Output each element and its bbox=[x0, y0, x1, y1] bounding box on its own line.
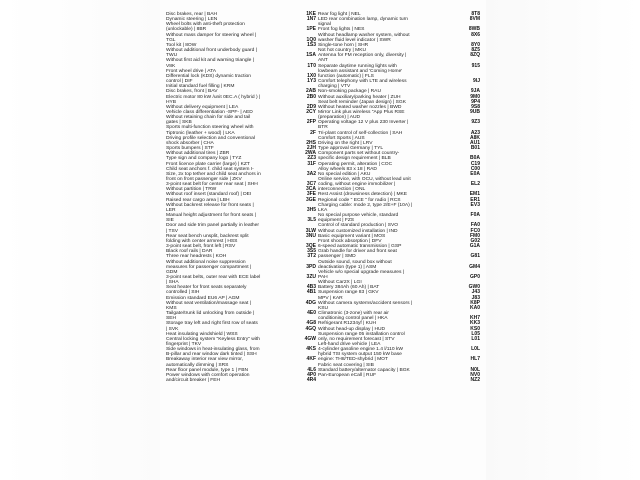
equipment-description: GDM bbox=[166, 269, 178, 275]
option-code: 4GW bbox=[304, 335, 316, 342]
equipment-description: 3-point seat belt for center rear seat | SHH bbox=[166, 182, 258, 188]
equipment-description: Without auxiliary/parking heater | ZUH bbox=[318, 94, 401, 100]
equipment-description: Basic equipment variant | MOS bbox=[318, 233, 386, 239]
option-code: 3ZU bbox=[306, 273, 316, 280]
equipment-description: automatically dimming | SRS bbox=[166, 362, 229, 368]
option-code: 915 bbox=[471, 62, 480, 69]
option-code: EL2 bbox=[470, 181, 480, 188]
equipment-description: front on front passenger side | ZKV bbox=[166, 177, 242, 182]
equipment-description: Sports multi-function steering wheel with bbox=[166, 125, 254, 131]
equipment-description: Without retaining chain for side and tail bbox=[166, 115, 251, 121]
option-code: 3PD bbox=[306, 263, 316, 270]
option-code: FA0 bbox=[470, 222, 480, 229]
equipment-description: B-pillar and rear window dark tinted | SSH bbox=[166, 352, 257, 358]
option-code: 3QE bbox=[305, 243, 316, 250]
equipment-description: Control of standard production | SVO bbox=[318, 223, 399, 229]
equipment-description: Black roof rails | DAR bbox=[166, 249, 213, 255]
equipment-description: Central locking system "Keyless Entry" with bbox=[166, 336, 260, 342]
option-code: J43 bbox=[471, 289, 480, 296]
equipment-description: SIE bbox=[166, 218, 174, 224]
option-code: 4E0 bbox=[307, 310, 316, 317]
option-code: 3T2 bbox=[307, 253, 316, 260]
option-code: ER1 bbox=[470, 196, 480, 203]
equipment-description: No special edition | AKU bbox=[318, 171, 371, 177]
equipment-description: lowbeam assistant and 'Coming Home' bbox=[318, 68, 403, 74]
equipment-description: Size, 2x top tether and child seat anchors in bbox=[166, 171, 261, 177]
equipment-description: Heat insulating windshield | WSS bbox=[166, 331, 238, 337]
option-code: 4G8 bbox=[306, 320, 316, 327]
equipment-description: equipment | FZS bbox=[318, 218, 355, 224]
option-code: 4R4 bbox=[306, 377, 316, 384]
equipment-description: hybrid TSI system output 150 kW base bbox=[318, 352, 402, 358]
equipment-description: Single-tone horn | SHR bbox=[318, 42, 369, 48]
option-code: NV0 bbox=[470, 371, 480, 378]
equipment-description: fingerprint | TKV bbox=[166, 342, 202, 347]
equipment-description: Comfort Sports | AUS bbox=[318, 135, 365, 141]
option-code: 4DG bbox=[305, 299, 316, 306]
option-code: 3LW bbox=[305, 227, 316, 234]
equipment-description: LER bbox=[166, 207, 176, 213]
equipment-description: V8K bbox=[166, 63, 176, 69]
equipment-description: gates | SKB bbox=[166, 120, 192, 126]
equipment-description: Charging cable: mode 2, type 2/E+F (10A) | bbox=[318, 202, 413, 208]
equipment-description: Not hot country | MKU bbox=[318, 48, 367, 54]
option-code: KS0 bbox=[470, 325, 480, 332]
equipment-description: signal bbox=[318, 22, 331, 28]
option-code: 1X0 bbox=[307, 72, 316, 79]
equipment-description: Non-smoking package | RAU bbox=[318, 89, 381, 95]
equipment-description: Standard battery/alternator capacity | BGK bbox=[318, 367, 410, 373]
equipment-description: | TSV bbox=[166, 228, 179, 234]
option-code: L0L bbox=[471, 346, 480, 353]
option-code: 4KS bbox=[306, 346, 316, 353]
equipment-description: Pan-European eCall | RUF bbox=[318, 372, 377, 378]
option-code: 2WA bbox=[305, 150, 316, 157]
option-code: 3CA bbox=[305, 186, 316, 193]
option-code: 8X6 bbox=[471, 31, 480, 38]
equipment-description: Door and side trim panel partially in leather bbox=[166, 223, 259, 229]
option-code: A8K bbox=[469, 134, 480, 141]
equipment-description: Without first aid kit and warning triangle | bbox=[166, 58, 254, 64]
equipment-description: Without camera systems/accident sensors | bbox=[318, 300, 413, 306]
option-code: 4B1 bbox=[306, 289, 316, 296]
option-code: 9UB bbox=[469, 108, 480, 115]
equipment-description: 3-point seat belt, front left | RSV bbox=[166, 244, 236, 250]
equipment-description: Storage tray left and right first row of seats bbox=[166, 321, 258, 327]
option-code: F0A bbox=[470, 212, 480, 219]
equipment-description: | SHA bbox=[166, 280, 179, 286]
equipment-description: Breakaway interior rear view mirror, bbox=[166, 357, 243, 363]
equipment-description: Without headlamp washer system, without bbox=[318, 32, 410, 38]
equipment-description: Initial standard fuel filling | KRM bbox=[166, 84, 235, 90]
equipment-description: and/circuit breaker | FEH bbox=[166, 378, 220, 384]
option-code: 9IJ bbox=[473, 78, 480, 85]
equipment-description: Seat belt reminder (Japan design) | SGK bbox=[318, 99, 406, 105]
equipment-description: Tri-plant control of self-collection | SAH bbox=[318, 130, 403, 136]
equipment-description: BTR bbox=[318, 125, 328, 131]
equipment-description: only, no requirement forecast | STV bbox=[318, 336, 395, 342]
equipment-description: Front wheel drive | ATA bbox=[166, 68, 217, 74]
option-code: E0A bbox=[470, 170, 480, 177]
option-code: 4GQ bbox=[305, 325, 316, 332]
equipment-description: Vehicle w/o special upgrade measures | bbox=[318, 269, 405, 275]
equipment-description: Differential lock (KDS) dynamic traction bbox=[166, 73, 251, 79]
option-code: 8Y0 bbox=[471, 41, 480, 48]
equipment-description: | SVK bbox=[166, 326, 179, 332]
option-code: 2B0 bbox=[306, 93, 316, 100]
equipment-description: Rear fog light | NEL bbox=[318, 12, 361, 17]
equipment-description: Without Car2X | LGI bbox=[318, 280, 362, 286]
option-code: N0L bbox=[470, 366, 480, 373]
code-column-right bbox=[446, 12, 480, 383]
equipment-description: TWU bbox=[166, 53, 178, 59]
equipment-description: LKA bbox=[318, 207, 328, 213]
equipment-description: PAH bbox=[318, 274, 328, 280]
option-code: 3FE bbox=[306, 191, 316, 198]
equipment-description: washer fluid level indicator | SWR bbox=[318, 37, 391, 43]
equipment-description: Type approval Germany | TYL bbox=[318, 146, 384, 152]
option-code: NZ2 bbox=[470, 377, 480, 384]
equipment-description: Front shock absorption | DFV bbox=[318, 238, 382, 244]
equipment-description: Without additional front underbody guard | bbox=[166, 48, 257, 54]
option-code: 2F bbox=[310, 129, 316, 136]
option-code: EM1 bbox=[469, 191, 480, 198]
equipment-description: Suspension range 05 installation control bbox=[318, 331, 405, 337]
option-code: 4KF bbox=[306, 356, 316, 363]
equipment-description: engine: TH8/TED-shybrid | MOT bbox=[318, 357, 388, 363]
equipment-description: Regional code " ECE " for radio | RCS bbox=[318, 197, 401, 203]
option-code: 2CY bbox=[306, 108, 316, 115]
equipment-description: Dynamic steering | LEN bbox=[166, 17, 218, 23]
option-code: 3GE bbox=[305, 196, 316, 203]
option-code: 4P0 bbox=[307, 371, 316, 378]
equipment-description: Driving on the right | LRV bbox=[318, 140, 373, 146]
option-code: 1SA bbox=[306, 52, 316, 59]
equipment-description: KSU bbox=[318, 305, 329, 311]
option-code: 4L6 bbox=[307, 366, 316, 373]
equipment-description: Tool kit | 8OW bbox=[166, 42, 197, 48]
equipment-description: Left-hand drive vehicle | LEA bbox=[318, 342, 381, 347]
equipment-description: 6-speed automatic transmission | GSP bbox=[318, 244, 402, 250]
option-code: 1S3 bbox=[307, 41, 316, 48]
equipment-description: 4-cylinder gasoline engine 1.4 l/110 kW bbox=[318, 347, 404, 353]
equipment-description: Type sign and company logo | TYZ bbox=[166, 156, 242, 162]
option-code: L01 bbox=[471, 335, 480, 342]
equipment-description: Rest Assist (drowsiness detection) | MKE bbox=[318, 192, 408, 198]
option-code: A23 bbox=[470, 129, 480, 136]
code-column-left bbox=[290, 12, 316, 383]
equipment-description: Emission standard EU6 AP | AGM bbox=[166, 295, 240, 301]
option-code: C19 bbox=[470, 160, 480, 167]
option-code: 9M0 bbox=[470, 93, 480, 100]
option-code: 2D9 bbox=[306, 103, 316, 110]
option-code: 3L5 bbox=[307, 217, 316, 224]
equipment-description: Suspension range 83 | GKV bbox=[318, 290, 379, 296]
equipment-description: Without roof insert (standard roof) | DEI bbox=[166, 192, 252, 198]
option-code: 9S8 bbox=[471, 103, 480, 110]
option-code: 3A2 bbox=[306, 170, 316, 177]
equipment-description: Without partition | TRW bbox=[166, 187, 217, 193]
equipment-description: Without delivery equipment | LEA bbox=[166, 104, 239, 110]
option-code: 8WB bbox=[468, 26, 480, 33]
option-code: 2AB bbox=[305, 88, 316, 95]
equipment-description: Comfort telephony with LTE and wireless bbox=[318, 79, 407, 85]
option-code: 1Q0 bbox=[306, 36, 316, 43]
option-code: AU1 bbox=[469, 139, 480, 146]
equipment-description: Rear floor panel module, type 1 | FBN bbox=[166, 367, 249, 373]
equipment-description: Without backrest release for front seats | bbox=[166, 202, 254, 208]
equipment-description: Without mass damper for steering wheel | bbox=[166, 32, 257, 38]
equipment-description: interconnection | ONL bbox=[318, 187, 366, 193]
option-code: 31F bbox=[307, 160, 316, 167]
option-code: 2JH bbox=[306, 145, 316, 152]
page-margin-right bbox=[486, 0, 640, 480]
option-code: G81 bbox=[470, 253, 480, 260]
option-code: KH7 bbox=[469, 315, 480, 322]
equipment-description: shock absorber | CHA bbox=[166, 140, 214, 146]
equipment-description: folding with center armrest | HSS bbox=[166, 238, 238, 244]
equipment-description: HYB bbox=[166, 99, 177, 105]
equipment-description: specific design requirement | BLB bbox=[318, 156, 391, 162]
option-code: L05 bbox=[471, 330, 480, 337]
equipment-description: Power windows with comfort operation bbox=[166, 372, 250, 378]
option-code: GP0 bbox=[469, 273, 480, 280]
equipment-description: SEH bbox=[166, 316, 177, 322]
option-code: 1PE bbox=[306, 26, 316, 33]
option-code: 4B3 bbox=[306, 284, 316, 291]
option-code: 3C7 bbox=[306, 181, 316, 188]
option-code: B0A bbox=[469, 155, 480, 162]
equipment-description: Without additional noise suppression bbox=[166, 259, 246, 265]
equipment-description: Operating permit, alteration | COC bbox=[318, 161, 393, 167]
equipment-description: Disc brakes, front | BAV bbox=[166, 89, 218, 95]
equipment-description: Without seat ventilation/massage seat | bbox=[166, 300, 251, 306]
equipment-description: Separate daytime running lights with bbox=[318, 63, 397, 69]
equipment-description: Tiptronic (leather + wood) | LKA bbox=[166, 130, 235, 136]
equipment-description: Outside sound, sound box without bbox=[318, 259, 392, 265]
equipment-description: Online service, with OCU, without lead unit bbox=[318, 177, 411, 182]
equipment-description: (unlockable) | 8BR bbox=[166, 27, 207, 33]
option-code: 8ZQ bbox=[470, 52, 480, 59]
equipment-description: Grab handle for driver and front seat bbox=[318, 249, 397, 255]
equipment-description: KMS bbox=[166, 305, 177, 311]
option-code: J83 bbox=[471, 294, 480, 301]
equipment-description: conditioning control panel | HKA bbox=[318, 316, 388, 322]
option-code: 9P4 bbox=[471, 98, 480, 105]
equipment-description: Manual height adjustment for front seats | bbox=[166, 213, 256, 219]
equipment-description: LED rear combination lamp, dynamic turn bbox=[318, 17, 408, 23]
equipment-description: Seat heater for front seats separately bbox=[166, 285, 247, 291]
equipment-description: deactivation (type 1) | ASM bbox=[318, 264, 377, 270]
equipment-description: Wheel bolts with anti-theft protection bbox=[166, 22, 245, 28]
option-code: GM4 bbox=[469, 263, 480, 270]
equipment-description: No special purpose vehicle, standard bbox=[318, 213, 399, 219]
equipment-description: Climatronic (3-zone) with rear air bbox=[318, 311, 389, 317]
equipment-description: Component parts set without country- bbox=[318, 151, 400, 157]
option-code: KA0 bbox=[469, 304, 480, 311]
equipment-description: Without customized installation | IND bbox=[318, 228, 398, 234]
option-code: K8P bbox=[470, 299, 480, 306]
equipment-description: Mirror Link plus wireless "App Plus RSE bbox=[318, 109, 405, 115]
option-code: C00 bbox=[470, 165, 480, 172]
equipment-description: Antenna for FM reception only, diversity | bbox=[318, 53, 407, 59]
equipment-description: Electric motor 80 kW /unit 0EC.A ( hybrid ) | bbox=[166, 94, 261, 100]
equipment-description: Fabric seat covering | SIB bbox=[318, 362, 374, 368]
equipment-description: ANT bbox=[318, 58, 328, 64]
option-code: 3NU bbox=[305, 232, 316, 239]
option-code: FM0 bbox=[470, 232, 480, 239]
equipment-description: Sports bumpers | STF bbox=[166, 146, 214, 152]
equipment-description: Without additional tires | ZBR bbox=[166, 151, 230, 157]
equipment-description: Operating voltage 12 V plus 230 Inverter | bbox=[318, 120, 409, 126]
equipment-description: Refrigerant R1234yf | KUH bbox=[318, 321, 377, 327]
option-code: B01 bbox=[470, 145, 480, 152]
option-code: 3H5 bbox=[306, 206, 316, 213]
equipment-description: Vehicle class differentiation -SPF- | AED bbox=[166, 109, 253, 115]
equipment-description: Alloy wheels 83 x 18 | RAD bbox=[318, 166, 377, 172]
option-code: 1N7 bbox=[306, 16, 316, 23]
equipment-description: (preparation) | AUD bbox=[318, 115, 361, 121]
page-margin-left bbox=[0, 0, 160, 480]
equipment-description: 3-point seat belts, outer rear with ECE label bbox=[166, 274, 261, 280]
option-code: 9Z3 bbox=[471, 119, 480, 126]
option-code: FC0 bbox=[470, 227, 480, 234]
equipment-description: function (automatic) | FLS bbox=[318, 73, 374, 79]
option-code: G1A bbox=[469, 243, 480, 250]
equipment-description: controlled | SIH bbox=[166, 290, 200, 296]
option-code: 8T8 bbox=[471, 11, 480, 17]
option-code: 3S5 bbox=[307, 248, 316, 255]
equipment-description: Battery 384Ah (60 Ah) | BAT bbox=[318, 285, 380, 291]
option-code: 8Z5 bbox=[471, 47, 480, 54]
equipment-description: Front licence plate carrier (large) | KZT bbox=[166, 161, 250, 167]
option-code: 1Y3 bbox=[307, 78, 316, 85]
option-code: 2Z3 bbox=[307, 155, 316, 162]
equipment-description: Side windows in heat-insulating glass, from bbox=[166, 347, 260, 353]
option-code: HL7 bbox=[470, 356, 480, 363]
equipment-description: Disc brakes, rear | BAH bbox=[166, 12, 218, 17]
equipment-description: measures for passenger compartment | bbox=[166, 264, 252, 270]
option-code: 8VM bbox=[469, 16, 480, 23]
equipment-description: control | DIF bbox=[166, 79, 193, 85]
option-code: 2FP bbox=[306, 119, 316, 126]
option-code: 2HS bbox=[306, 139, 316, 146]
option-code: 1T0 bbox=[307, 62, 316, 69]
equipment-description: Rear seat bench unsplit, backrest split bbox=[166, 233, 249, 239]
option-code: GW0 bbox=[468, 284, 480, 291]
equipment-description: coding, without engine immobilizer | bbox=[318, 182, 396, 188]
equipment-description: Driving profile selection and conventional bbox=[166, 135, 255, 141]
option-code: 9JA bbox=[470, 88, 480, 95]
equipment-description: Child seat anchors f. child seat system I- bbox=[166, 166, 254, 172]
equipment-description: Without head-up display | HUD bbox=[318, 326, 386, 332]
equipment-description: Raised rear cargo area | LBH bbox=[166, 197, 230, 203]
equipment-description: TGL bbox=[166, 37, 176, 43]
equipment-description: Without heated washer nozzles | BWD bbox=[318, 104, 402, 110]
equipment-description: MPV | KAR bbox=[318, 295, 343, 301]
equipment-description: Front fog lights | NES bbox=[318, 27, 365, 33]
option-code: KK3 bbox=[469, 320, 480, 327]
equipment-description: passenger | SMD bbox=[318, 254, 356, 260]
equipment-description: Three rear headrests | KOH bbox=[166, 254, 227, 260]
equipment-description: Tailgate/trunk lid unlocking from outside | bbox=[166, 311, 255, 317]
option-code: G02 bbox=[470, 237, 480, 244]
option-code: 1KE bbox=[306, 11, 316, 17]
equipment-description: charging | VTV bbox=[318, 84, 351, 90]
option-code: EV3 bbox=[470, 201, 480, 208]
